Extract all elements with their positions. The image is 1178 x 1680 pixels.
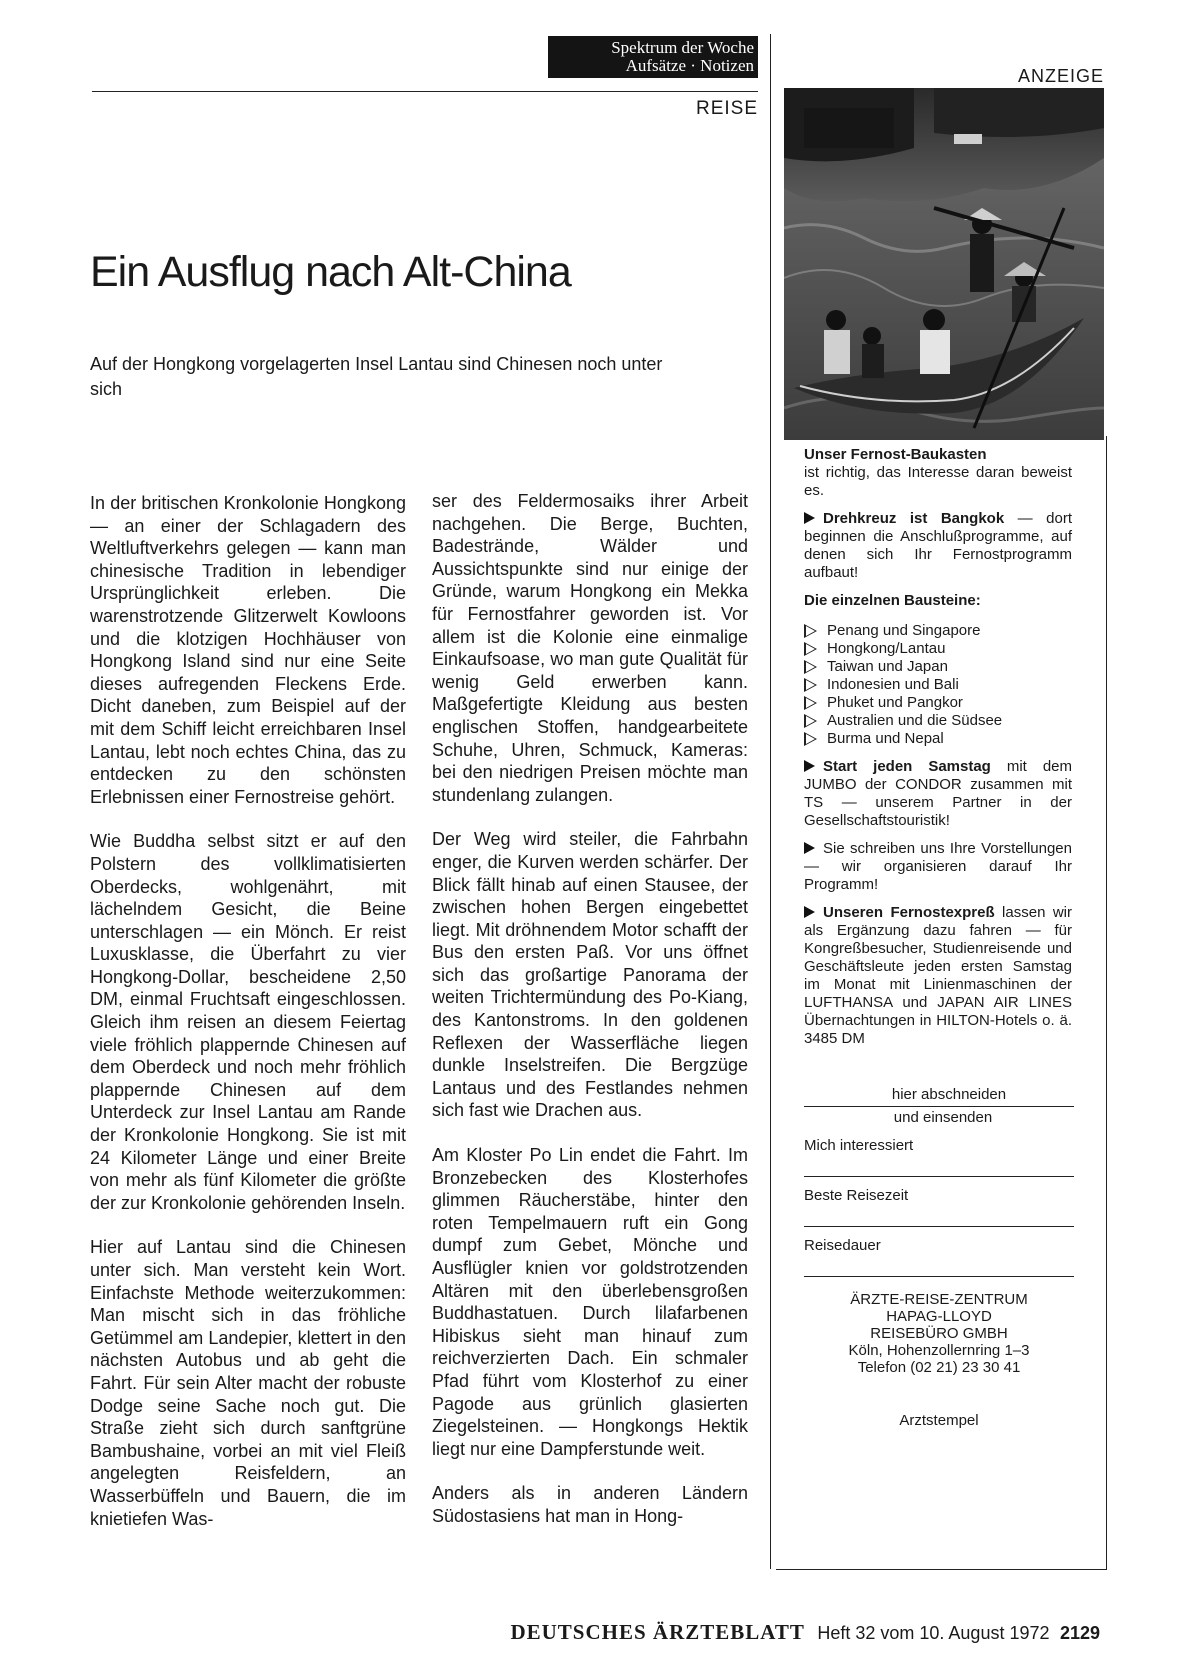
list-item: Indonesien und Bali — [804, 676, 1072, 694]
list-item: Hongkong/Lantau — [804, 640, 1072, 658]
write-line[interactable] — [804, 1276, 1074, 1277]
section-tag-line1: Spektrum der Woche — [611, 38, 754, 57]
paragraph: Hier auf Lantau sind die Chinesen unter sich. Man versteht kein Wort. Einfachste Methode weiterzukommen: Man mischt sich in das fröhliche Getümmel am Landepier, klettert in den nächsten Autobus und ab geht die Fahrt. Für sein Alter macht der robuste Dodge seine Sache noch gut. Die Straße zieht sich durch sanftgrüne Bambushaine, vorbei an mit viel Fleiß angelegten Reisfeldern, an Wasserbüffeln und Bauern, die im knietiefen Was- — [90, 1237, 406, 1529]
list-item: Australien und die Südsee — [804, 712, 1072, 730]
arrow-icon — [804, 906, 815, 918]
triangle-outline-icon — [804, 642, 817, 656]
article-subtitle: Auf der Hongkong vorgelagerten Insel Lantau sind Chinesen noch unter sich — [90, 354, 663, 399]
field-label: Beste Reisezeit — [804, 1187, 909, 1204]
cut-line[interactable] — [804, 1106, 1074, 1107]
arrow-icon — [804, 760, 815, 772]
coupon-form — [804, 1086, 1074, 1429]
arrow-icon — [804, 512, 815, 524]
category-label: REISE — [695, 98, 758, 119]
ad-modules-heading: Die einzelnen Bausteine: — [804, 592, 981, 609]
ad-express: Unseren Fernostexpreß lassen wir als Ergänzung dazu fahren — für Kongreßbesucher, Studienreisende und Geschäftsleute jeden ersten Samstag im Monat mit Linienmaschinen der LUFTHANSA und JAPAN AIR LINES Übernachtungen in HILTON-Hotels o. ä. 3485 DM — [804, 904, 1072, 1047]
arrow-icon — [804, 842, 815, 854]
field-label: Mich interessiert — [804, 1137, 914, 1154]
triangle-outline-icon — [804, 678, 817, 692]
triangle-outline-icon — [804, 624, 817, 638]
triangle-outline-icon — [804, 696, 817, 710]
paragraph: ser des Feldermosaiks ihrer Arbeit nachgehen. Die Berge, Buchten, Badestrände, Wälder und Aussichtspunkte sind nur einige der Gründe, warum Hongkong ein Mekka für Fernostfahrer geworden ist. Vor allem ist die Kolonie eine einmalige Einkaufsoase, wo man gute Qualität für wenig Geld erwerben kann. Maßgefertigte Kleidung aus besten englischen Stoffen, handgearbeitete Schuhe, Uhren, Schmuck, Kameras: bei den niedrigen Preisen möchte man stundenlang zulangen. — [432, 491, 748, 805]
interest-field[interactable] — [804, 1127, 1074, 1177]
magazine-name: DEUTSCHES ÄRZTEBLATT — [510, 1620, 805, 1644]
header-rule — [92, 91, 758, 92]
paragraph: Der Weg wird steiler, die Fahrbahn enger, die Kurven werden schärfer. Der Blick fällt hinab auf einen Stausee, der zwischen hohen Bergen eingebettet liegt. Mit dröhnendem Motor schafft der Bus den ersten Paß. Vor uns öffnet sich das großartige Panorama der weiten Trichtermündung des Po-Kiang, des Kantonstroms. In den goldenen Reflexen der Wasserfläche liegen dunkle Inselstreifen. Die Bergzüge Lantaus und des Festlandes nehmen sich fast wie Drachen aus. — [432, 829, 748, 1121]
ad-hub: Drehkreuz ist Bangkok — dort beginnen die Anschlußprogramme, auf denen sich Ihr Fernostprogramm aufbaut! — [804, 510, 1073, 581]
article-title: Ein Ausflug nach Alt-China — [90, 248, 571, 296]
triangle-outline-icon — [804, 714, 817, 728]
page-number: 2129 — [1059, 1623, 1100, 1643]
ad-heading: Unser Fernost-Baukasten — [804, 446, 987, 463]
column-divider — [770, 34, 771, 1569]
ad-intro: ist richtig, das Interesse daran beweist es. — [804, 464, 1072, 499]
travel-time-field[interactable] — [804, 1177, 1074, 1227]
issue-info: Heft 32 vom 10. August 1972 — [817, 1623, 1050, 1643]
cut-instruction-2: und einsenden — [893, 1109, 993, 1126]
agency-address: ÄRZTE-REISE-ZENTRUM HAPAG-LLOYD REISEBÜRO GMBH Köln, Hohenzollernring 1–3 Telefon (02 21) 23 30 41 — [848, 1291, 1030, 1376]
triangle-outline-icon — [804, 732, 817, 746]
triangle-outline-icon — [804, 660, 817, 674]
article-column-2 — [432, 490, 748, 1550]
paragraph: Anders als in anderen Ländern Südostasiens hat man in Hong- — [432, 1483, 748, 1526]
ad-start: Start jeden Samstag mit dem JUMBO der CONDOR zusammen mit TS — unserem Partner in der Gesellschaftstouristik! — [804, 758, 1073, 829]
section-tag — [548, 36, 758, 78]
list-item: Taiwan und Japan — [804, 658, 1072, 676]
stamp-label: Arztstempel — [899, 1412, 979, 1429]
list-item: Penang und Singapore — [804, 622, 1072, 640]
paragraph: Wie Buddha selbst sitzt er auf den Polstern des vollklimatisierten Oberdecks, wohlgenährt, mit lächelndem Gesicht, die Beine unterschlagen — ein Mönch. Er reist Luxusklasse, die Überfahrt zu vier Hongkong-Dollar, bescheidene 2,50 DM, einmal Fruchtsaft eingeschlossen. Gleich ihm reisen an diesem Feiertag viele fröhlich plappernde Chinesen auf dem Oberdeck und noch mehr fröhlich plappernde Chinesen auf dem Unterdeck zur Insel Lantau am Rande der Kronkolonie Hongkong. Sie ist mit 24 Kilometer Länge und einer Breite von mehr als fünf Kilometer die größte der zur Kronkolonie gehörenden Inseln. — [90, 831, 406, 1213]
list-item: Phuket und Pangkor — [804, 694, 1072, 712]
ad-modules-list — [804, 622, 1072, 748]
page-footer — [460, 1620, 1100, 1645]
section-tag-line2: Aufsätze · Notizen — [625, 56, 754, 75]
paragraph: In der britischen Kronkolonie Hongkong — an einer der Schlagadern des Weltluftverkehrs gelegen — kann man chinesische Tradition in lebendiger Ursprünglichkeit erleben. Die warenstrotzende Glitzerwelt Kowloons und die klotzigen Hochhäuser von Hongkong Island sind nur eine Seite dieses aufregenden Fleckens Erde. Dicht daneben, zum Beispiel auf der mit dem Schiff leicht erreichbaren Insel Lantau, lebt noch echtes China, das zu entdecken zu den schönsten Erlebnissen einer Fernostreise gehört. — [90, 493, 406, 807]
paragraph: Am Kloster Po Lin endet die Fahrt. Im Bronzebecken des Klosterhofes glimmen Räucherstäbe, hinter den roten Tempelmauern ruft ein Gong dumpf zum Gebet, Mönche und Ausflügler knien vor goldstrotzenden Altären mit den überlebensgroßen Buddhastatuen. Durch lilafarbenen Hibiskus sieht man hinauf zum reichverzierten Dach. Ein schmaler Pfad führt vom Klosterhof zu einer Pagode aus grünlich glasierten Ziegelsteinen. — Hongkongs Hektik liegt nur eine Dampferstunde weit. — [432, 1145, 748, 1459]
ad-copy — [804, 446, 1072, 1058]
ad-write: Sie schreiben uns Ihre Vorstellungen — wir organisieren darauf Ihr Programm! — [804, 840, 1072, 893]
cut-instruction-1: hier abschneiden — [891, 1086, 1007, 1103]
boat-photo — [784, 88, 1104, 440]
field-label: Reisedauer — [804, 1237, 881, 1254]
list-item: Burma und Nepal — [804, 730, 1072, 748]
article-column-1 — [90, 492, 406, 1552]
ad-label: ANZEIGE — [1017, 66, 1104, 86]
travel-duration-field[interactable] — [804, 1227, 1074, 1277]
